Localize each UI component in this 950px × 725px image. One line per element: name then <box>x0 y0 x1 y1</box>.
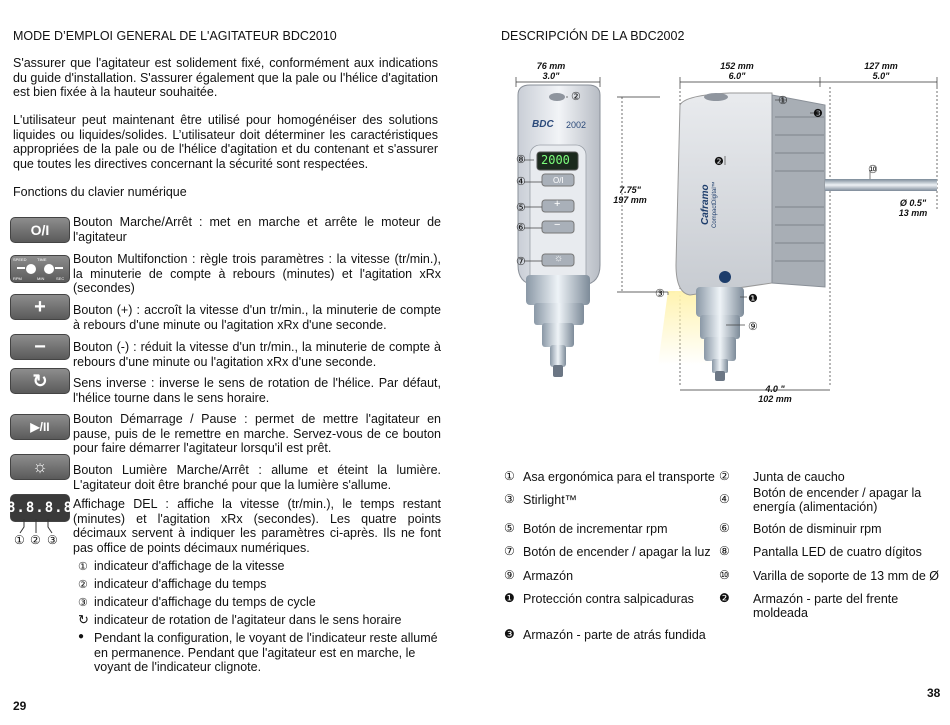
device-model: BDC <box>532 119 554 130</box>
indicator-bullet-note: Pendant la configuration, le voyant de l'indicateur reste allumé en permanence. Pendant que l'agitateur est en marche, le voyant de l'indicateur clignote. <box>94 631 438 674</box>
callout-10: ⑩ <box>868 164 878 176</box>
indicator-speed <box>78 559 438 575</box>
legend-text: Armazón - parte del frente moldeada <box>753 592 899 620</box>
legend-text: Protección contra salpicaduras <box>523 592 694 606</box>
plus-key-icon: + <box>10 294 70 320</box>
led-marker-2: ② <box>30 533 41 547</box>
callout-5: ⑤ <box>516 202 526 214</box>
left-page-title: MODE D’EMPLOI GENERAL DE L'AGITATEUR BDC2010 <box>13 29 337 43</box>
indicator-glyph: ③ <box>78 597 88 609</box>
key-row-start-pause <box>10 412 441 456</box>
dim-base <box>750 384 800 404</box>
legend-num: ⑧ <box>719 544 730 558</box>
indicator-text: indicateur d'affichage du temps de cycle <box>94 595 316 609</box>
parts-legend <box>504 469 944 649</box>
key-row-onoff <box>10 215 441 249</box>
dim-width-front <box>528 61 574 81</box>
indicator-cycle-time <box>78 595 438 611</box>
onoff-key-description: Bouton Marche/Arrêt : met en marche et arrête le moteur de l'agitateur <box>73 215 441 244</box>
led-marker-3: ③ <box>47 533 58 547</box>
legend-text: Varilla de soporte de 13 mm de Ø <box>753 569 939 583</box>
dim-mm: 127 mm <box>864 61 898 71</box>
callout-b3: ❸ <box>813 108 823 120</box>
callout-3: ③ <box>655 288 665 300</box>
dim-rod-length <box>856 61 906 81</box>
dim-in: 4.0 " <box>765 384 785 394</box>
device-light-label: ☼ <box>554 253 564 264</box>
multifunction-label-rpm: RPM <box>13 276 22 281</box>
legend-num: ⑩ <box>719 568 730 582</box>
legend-num: ② <box>719 469 730 483</box>
callout-8: ⑧ <box>516 154 526 166</box>
dim-mm: 152 mm <box>720 61 754 71</box>
legend-text: Botón de encender / apagar la energía (alimentación) <box>753 486 922 514</box>
start-pause-key-description: Bouton Démarrage / Pause : permet de mettre l'agitateur en pause, puis de le remettre en marche. Servez-vous de ce bouton pour faire démarrer l'agitateur lorsqu'il est prêt. <box>73 412 441 455</box>
key-row-minus <box>10 335 441 374</box>
callout-4: ④ <box>516 176 526 188</box>
legend-num: ❸ <box>504 627 515 641</box>
legend-text: Botón de encender / apagar la luz <box>523 545 711 559</box>
indicator-time <box>78 577 438 593</box>
multifunction-label-min: MIN <box>37 276 45 281</box>
multifunction-key-icon <box>10 255 70 283</box>
reverse-key-icon: ↻ <box>10 368 70 394</box>
device-model-number: 2002 <box>566 120 587 130</box>
keypad-heading: Fonctions du clavier numérique <box>13 185 187 199</box>
legend-num: ❶ <box>504 591 515 605</box>
multifunction-key-description: Bouton Multifonction : règle trois paramètres : la vitesse (tr/min.), la minuterie de compte à rebours (minutes) et l'agitation xRx (secondes) <box>73 252 441 295</box>
dim-mm: 102 mm <box>758 394 792 404</box>
dim-mm: 76 mm <box>536 61 566 71</box>
right-page-title: DESCRIPCIÓN DE LA BDC2002 <box>501 29 685 43</box>
callout-9: ⑨ <box>748 321 758 333</box>
dim-in: Ø 0.5" <box>899 198 927 208</box>
legend-num: ③ <box>504 492 515 506</box>
dim-in: 6.0" <box>728 71 746 81</box>
legend-text: Armazón <box>523 569 574 583</box>
indicator-text: indicateur de rotation de l'agitateur dans le sens horaire <box>94 613 402 627</box>
legend-num: ❷ <box>719 591 730 605</box>
legend-text: Pantalla LED de cuatro dígitos <box>753 545 922 559</box>
right-page-number: 38 <box>927 686 941 700</box>
onoff-key-icon: O/I <box>10 217 70 243</box>
indicator-rotation <box>78 613 438 628</box>
dim-depth <box>712 61 762 81</box>
multifunction-label-sec: SEC <box>56 276 65 281</box>
key-row-plus <box>10 295 441 337</box>
dim-mm: 197 mm <box>613 195 647 205</box>
indicator-glyph: ↻ <box>78 612 89 627</box>
indicator-text: indicateur d'affichage de la vitesse <box>94 559 285 573</box>
callout-6: ⑥ <box>516 222 526 234</box>
indicator-glyph: ① <box>78 561 88 573</box>
reverse-key-description: Sens inverse : inverse le sens de rotation de l'hélice. Par défaut, l'hélice tourne dans le sens horaire. <box>73 376 441 405</box>
callout-1: ① <box>778 95 788 107</box>
legend-text: Asa ergonómica para el transporte <box>523 470 715 484</box>
callout-b1: ❶ <box>748 293 758 305</box>
minus-key-icon: − <box>10 334 70 360</box>
device-plus-label: + <box>554 198 561 210</box>
multifunction-label-time: TIME <box>37 257 47 262</box>
led-display-icon: 8.8.8.8 <box>10 494 70 522</box>
dim-mm: 13 mm <box>898 208 928 218</box>
multifunction-label-speed: SPEED <box>13 257 27 262</box>
dim-height <box>608 185 652 205</box>
product-diagram <box>500 55 945 410</box>
led-marker-1: ① <box>14 533 25 547</box>
legend-num: ④ <box>719 492 730 506</box>
led-display-description: Affichage DEL : affiche la vitesse (tr/min.), le temps restant (minutes) et l'agitation xRx (secondes). Les quatre points décimaux servent à indiquer les paramètres ci-après. Ils ne font pas office de points décimaux numériques. <box>73 497 441 555</box>
start-pause-key-icon: ▶/II <box>10 414 70 440</box>
dim-in: 7.75" <box>619 185 641 195</box>
light-key-icon: ☼ <box>10 454 70 480</box>
device-onoff-label: O/I <box>553 176 564 185</box>
legend-num: ① <box>504 469 515 483</box>
key-row-led-display <box>7 497 441 557</box>
usage-paragraph: L'utilisateur peut maintenant être utilisé pour homogénéiser des solutions liquides ou liquides/solides. L’utilisateur doit déterminer les caractéristiques appropriées de la pale ou de l'hélice d'agitation et du contenant et s'assurer que toutes les directives concernant la sécurité sont respectées. <box>13 113 438 171</box>
key-row-reverse <box>10 370 441 410</box>
callout-b2: ❷ <box>714 156 724 168</box>
callout-2: ② <box>571 91 581 103</box>
device-minus-label: − <box>554 219 561 231</box>
minus-key-description: Bouton (-) : réduit la vitesse d'un tr/min., la minuterie de compte à rebours d'une minute ou l'agitation xRx d'une seconde. <box>73 340 441 369</box>
device-brand-sub: CompactDigital™ <box>712 181 718 228</box>
legend-text: Junta de caucho <box>753 470 845 484</box>
bullet-glyph: ● <box>78 631 85 642</box>
legend-num: ⑦ <box>504 544 515 558</box>
legend-num: ⑤ <box>504 521 515 535</box>
device-led-readout: 2000 <box>541 153 570 167</box>
key-row-multifunction <box>10 252 441 296</box>
legend-num: ⑥ <box>719 521 730 535</box>
dim-rod-diameter <box>888 198 938 218</box>
callout-7: ⑦ <box>516 256 526 268</box>
intro-paragraph: S'assurer que l'agitateur est solidement fixé, conformément aux indications du guide d'installation. S'assurer également que la pale ou l'hélice d'agitation est bien fixée à la hauteur souhaitée. <box>13 56 438 99</box>
indicator-glyph: ② <box>78 579 88 591</box>
left-page-number: 29 <box>13 699 27 713</box>
dim-in: 5.0" <box>872 71 890 81</box>
device-brand: Caframo <box>700 184 711 225</box>
legend-num: ⑨ <box>504 568 515 582</box>
key-row-light <box>10 457 441 497</box>
plus-key-description: Bouton (+) : accroît la vitesse d'un tr/min., la minuterie de compte à rebours d'une minute ou l'agitation xRx d'une seconde. <box>73 303 441 332</box>
legend-text: Botón de disminuir rpm <box>753 522 882 536</box>
dim-in: 3.0" <box>542 71 560 81</box>
legend-text: Botón de incrementar rpm <box>523 522 668 536</box>
legend-text: Stirlight™ <box>523 493 578 507</box>
indicator-text: indicateur d'affichage du temps <box>94 577 267 591</box>
light-key-description: Bouton Lumière Marche/Arrêt : allume et éteint la lumière. L'agitateur doit être branché pour que la lumière s'allume. <box>73 463 441 492</box>
legend-text: Armazón - parte de atrás fundida <box>523 628 706 642</box>
